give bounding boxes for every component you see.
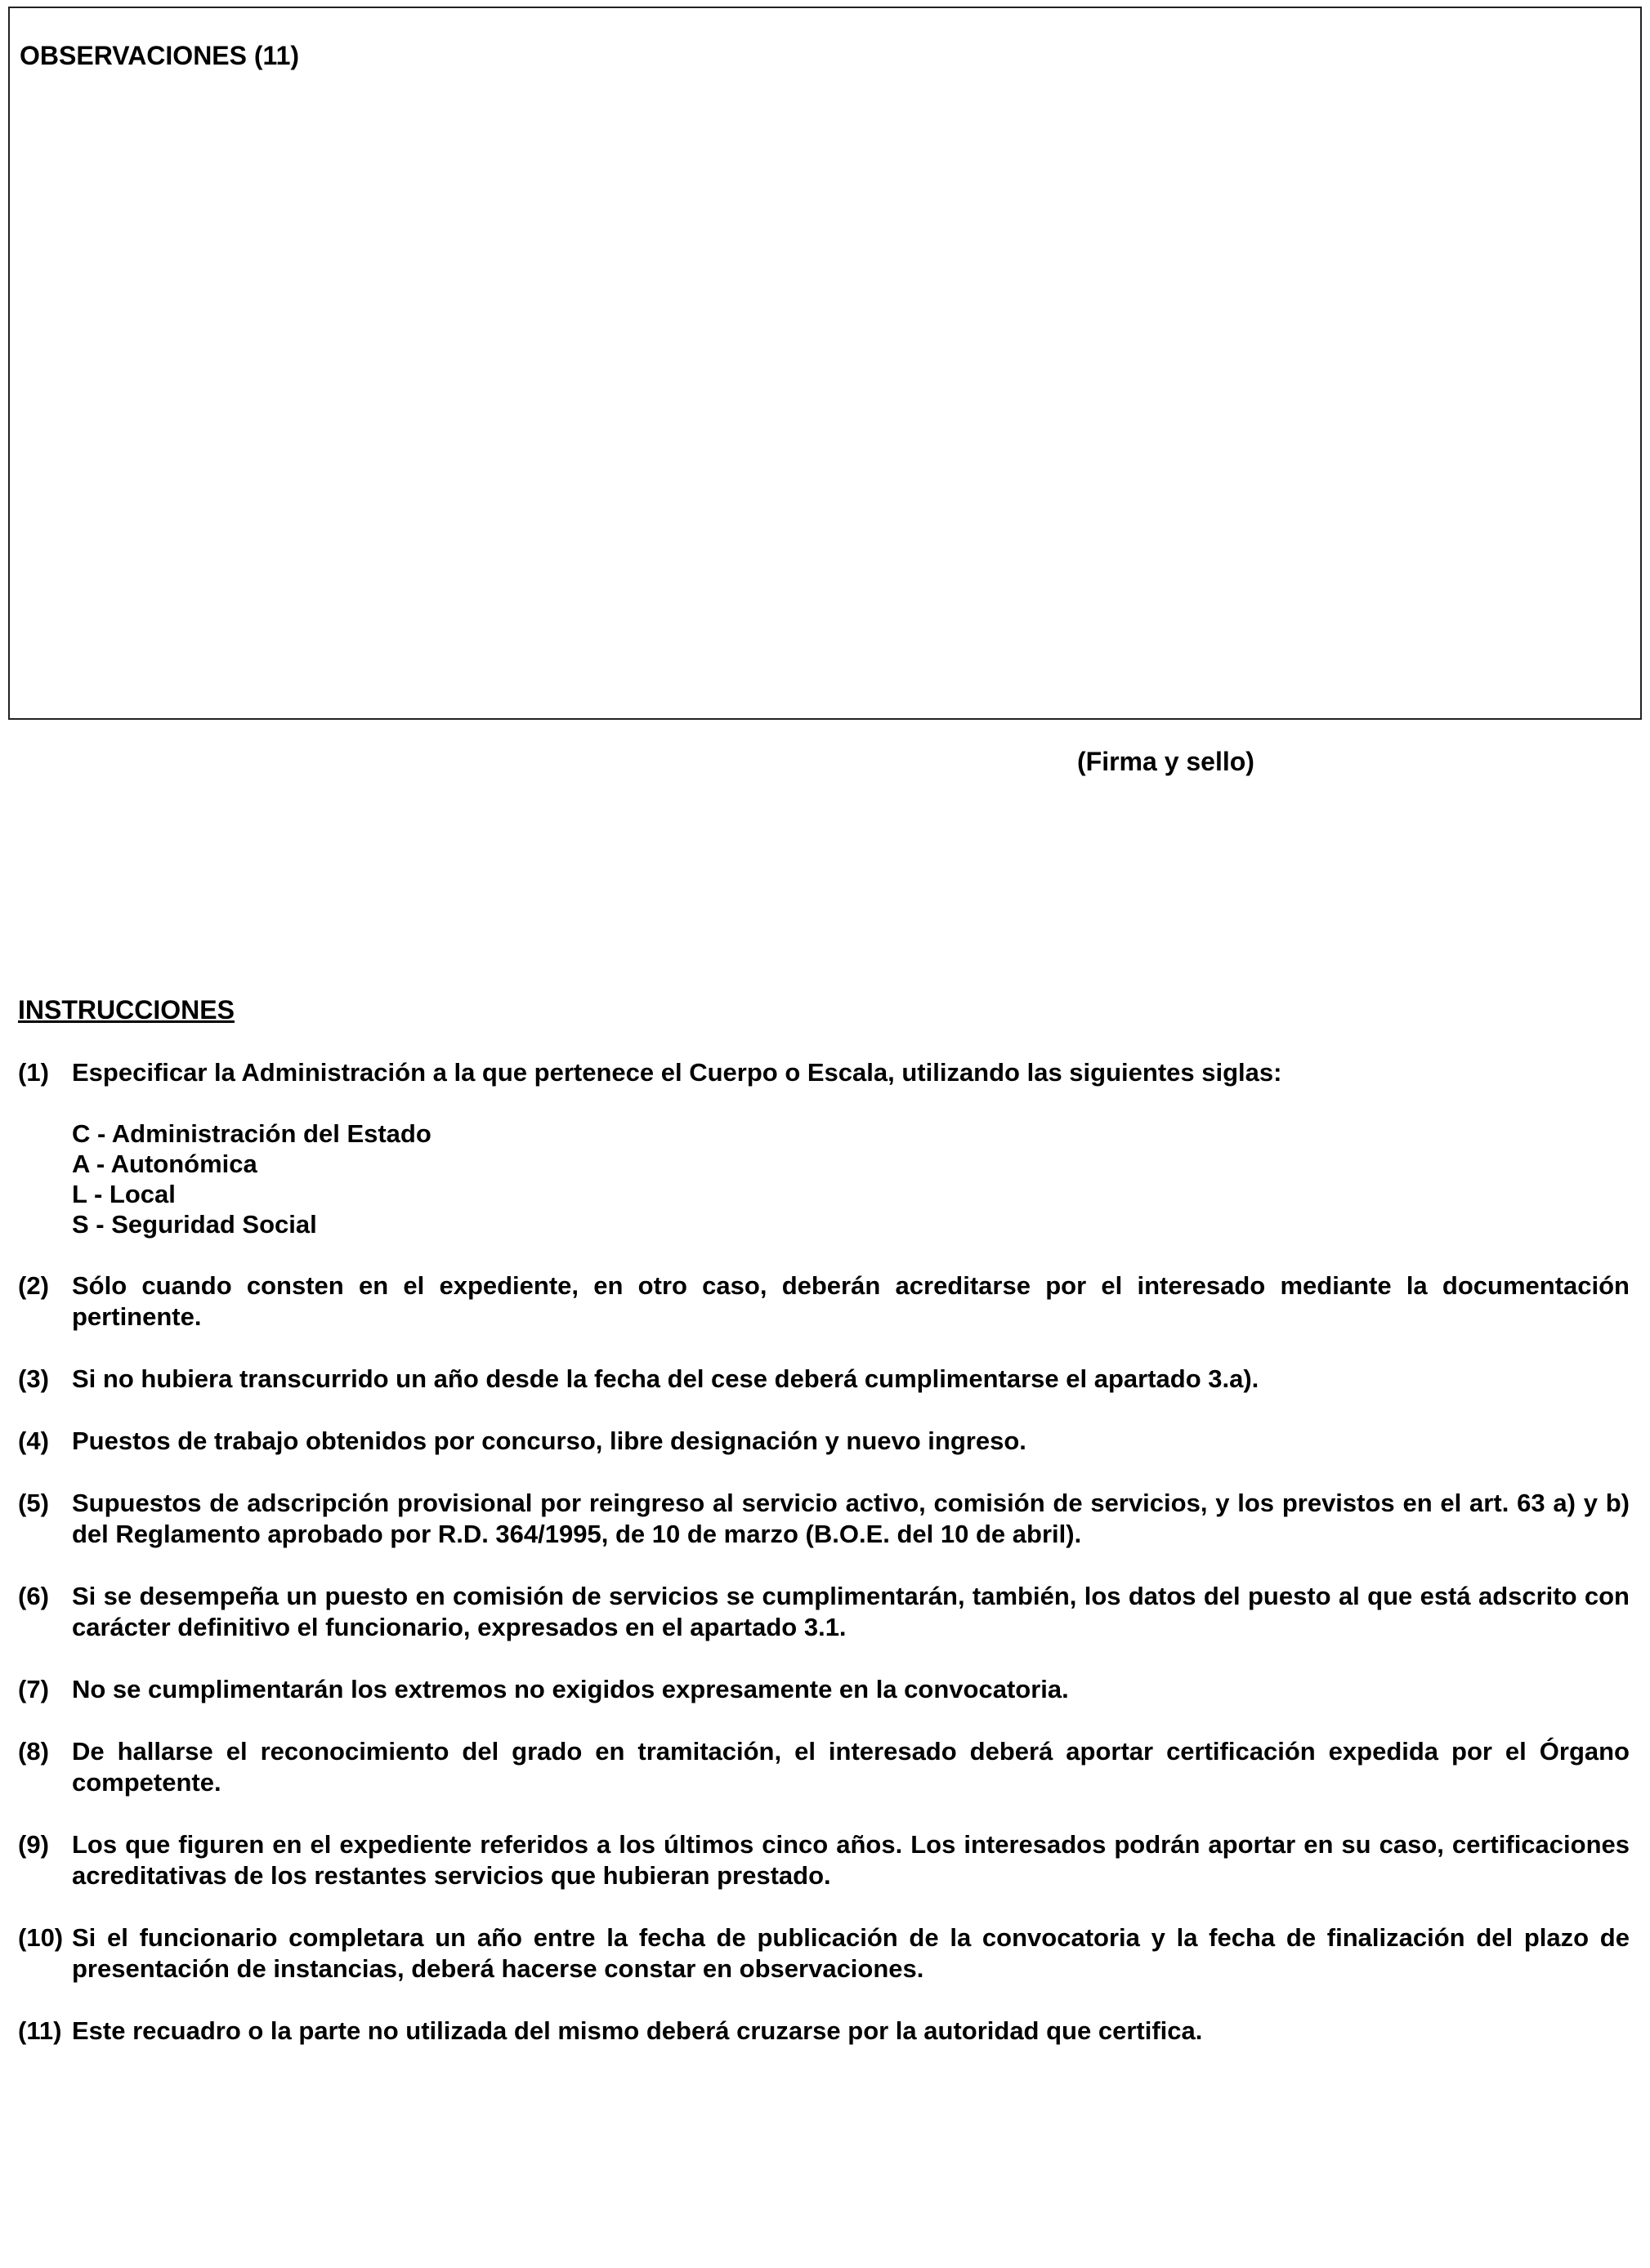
instruction-item-6 (18, 1581, 1630, 1643)
instruction-item-1 (18, 1057, 1630, 1239)
instruction-item-9 (18, 1829, 1630, 1891)
instruction-item-5 (18, 1488, 1630, 1550)
instruction-text: No se cumplimentarán los extremos no exigidos expresamente en la convocatoria. (72, 1675, 1069, 1703)
instruction-number: (11) (18, 2016, 62, 2045)
instruction-number: (8) (18, 1737, 49, 1766)
acronym-item: A - Autonómica (72, 1150, 257, 1178)
instruction-body (72, 1270, 1630, 1333)
instruction-item-4 (18, 1426, 1630, 1457)
instruction-item-7 (18, 1674, 1630, 1705)
instruction-number: (3) (18, 1364, 49, 1393)
instruction-text: Puestos de trabajo obtenidos por concurso, libre designación y nuevo ingreso. (72, 1426, 1026, 1455)
instruction-text: Sólo cuando consten en el expediente, en otro caso, deberán acreditarse por el interesado mediante la documentación pertinente. (72, 1271, 1630, 1331)
instruction-body (72, 1581, 1630, 1643)
acronym-item: S - Seguridad Social (72, 1210, 317, 1239)
instruction-number: (4) (18, 1426, 49, 1455)
instruction-body (72, 1922, 1630, 1984)
acronym-item: L - Local (72, 1180, 176, 1208)
instruction-body (72, 1736, 1630, 1798)
instruction-number: (5) (18, 1489, 49, 1517)
observations-box (8, 7, 1642, 720)
instruction-item-3 (18, 1364, 1630, 1395)
instruction-body (72, 1488, 1630, 1550)
instructions-heading: INSTRUCCIONES (18, 995, 235, 1025)
instruction-item-8 (18, 1736, 1630, 1798)
signature-label: (Firma y sello) (1077, 747, 1254, 776)
acronym-list (72, 1118, 1630, 1239)
instruction-body (72, 1674, 1630, 1705)
instruction-number: (1) (18, 1058, 49, 1087)
instruction-number: (2) (18, 1271, 49, 1300)
instruction-number: (6) (18, 1582, 49, 1610)
instruction-item-2 (18, 1270, 1630, 1333)
instruction-text: De hallarse el reconocimiento del grado en tramitación, el interesado deberá aportar certificación expedida por el Órgano competente. (72, 1737, 1630, 1797)
instruction-text: Los que figuren en el expediente referidos a los últimos cinco años. Los interesados podrán aportar en su caso, certificaciones acreditativas de los restantes servicios que hubieran prestado. (72, 1830, 1630, 1890)
instruction-body (72, 1426, 1630, 1457)
instruction-text: Si el funcionario completara un año entre la fecha de publicación de la convocatoria y la fecha de finalización del plazo de presentación de instancias, deberá hacerse constar en observaciones. (72, 1923, 1630, 1983)
observations-title: OBSERVACIONES (11) (20, 41, 300, 70)
instruction-text: Especificar la Administración a la que pertenece el Cuerpo o Escala, utilizando las siguientes siglas: (72, 1058, 1282, 1087)
instruction-number: (10) (18, 1923, 64, 1952)
instruction-number: (7) (18, 1675, 49, 1703)
instruction-body (72, 1364, 1630, 1395)
instruction-body (72, 1829, 1630, 1891)
instruction-item-10 (18, 1922, 1630, 1984)
acronym-item: C - Administración del Estado (72, 1119, 432, 1148)
instruction-item-11 (18, 2016, 1630, 2047)
instruction-body (72, 1057, 1630, 1239)
instructions-list (18, 1057, 1630, 2078)
instruction-number: (9) (18, 1830, 49, 1859)
instruction-body (72, 2016, 1630, 2047)
instruction-text: Si se desempeña un puesto en comisión de servicios se cumplimentarán, también, los datos del puesto al que está adscrito con carácter definitivo el funcionario, expresados en el apartado 3.1. (72, 1582, 1630, 1641)
instruction-text: Supuestos de adscripción provisional por reingreso al servicio activo, comisión de servicios, y los previstos en el art. 63 a) y b) del Reglamento aprobado por R.D. 364/1995, de 10 de marzo (B.O.E. del 10 de abril). (72, 1489, 1630, 1548)
instruction-text: Si no hubiera transcurrido un año desde la fecha del cese deberá cumplimentarse el apartado 3.a). (72, 1364, 1259, 1393)
instruction-text: Este recuadro o la parte no utilizada del mismo deberá cruzarse por la autoridad que certifica. (72, 2016, 1203, 2045)
